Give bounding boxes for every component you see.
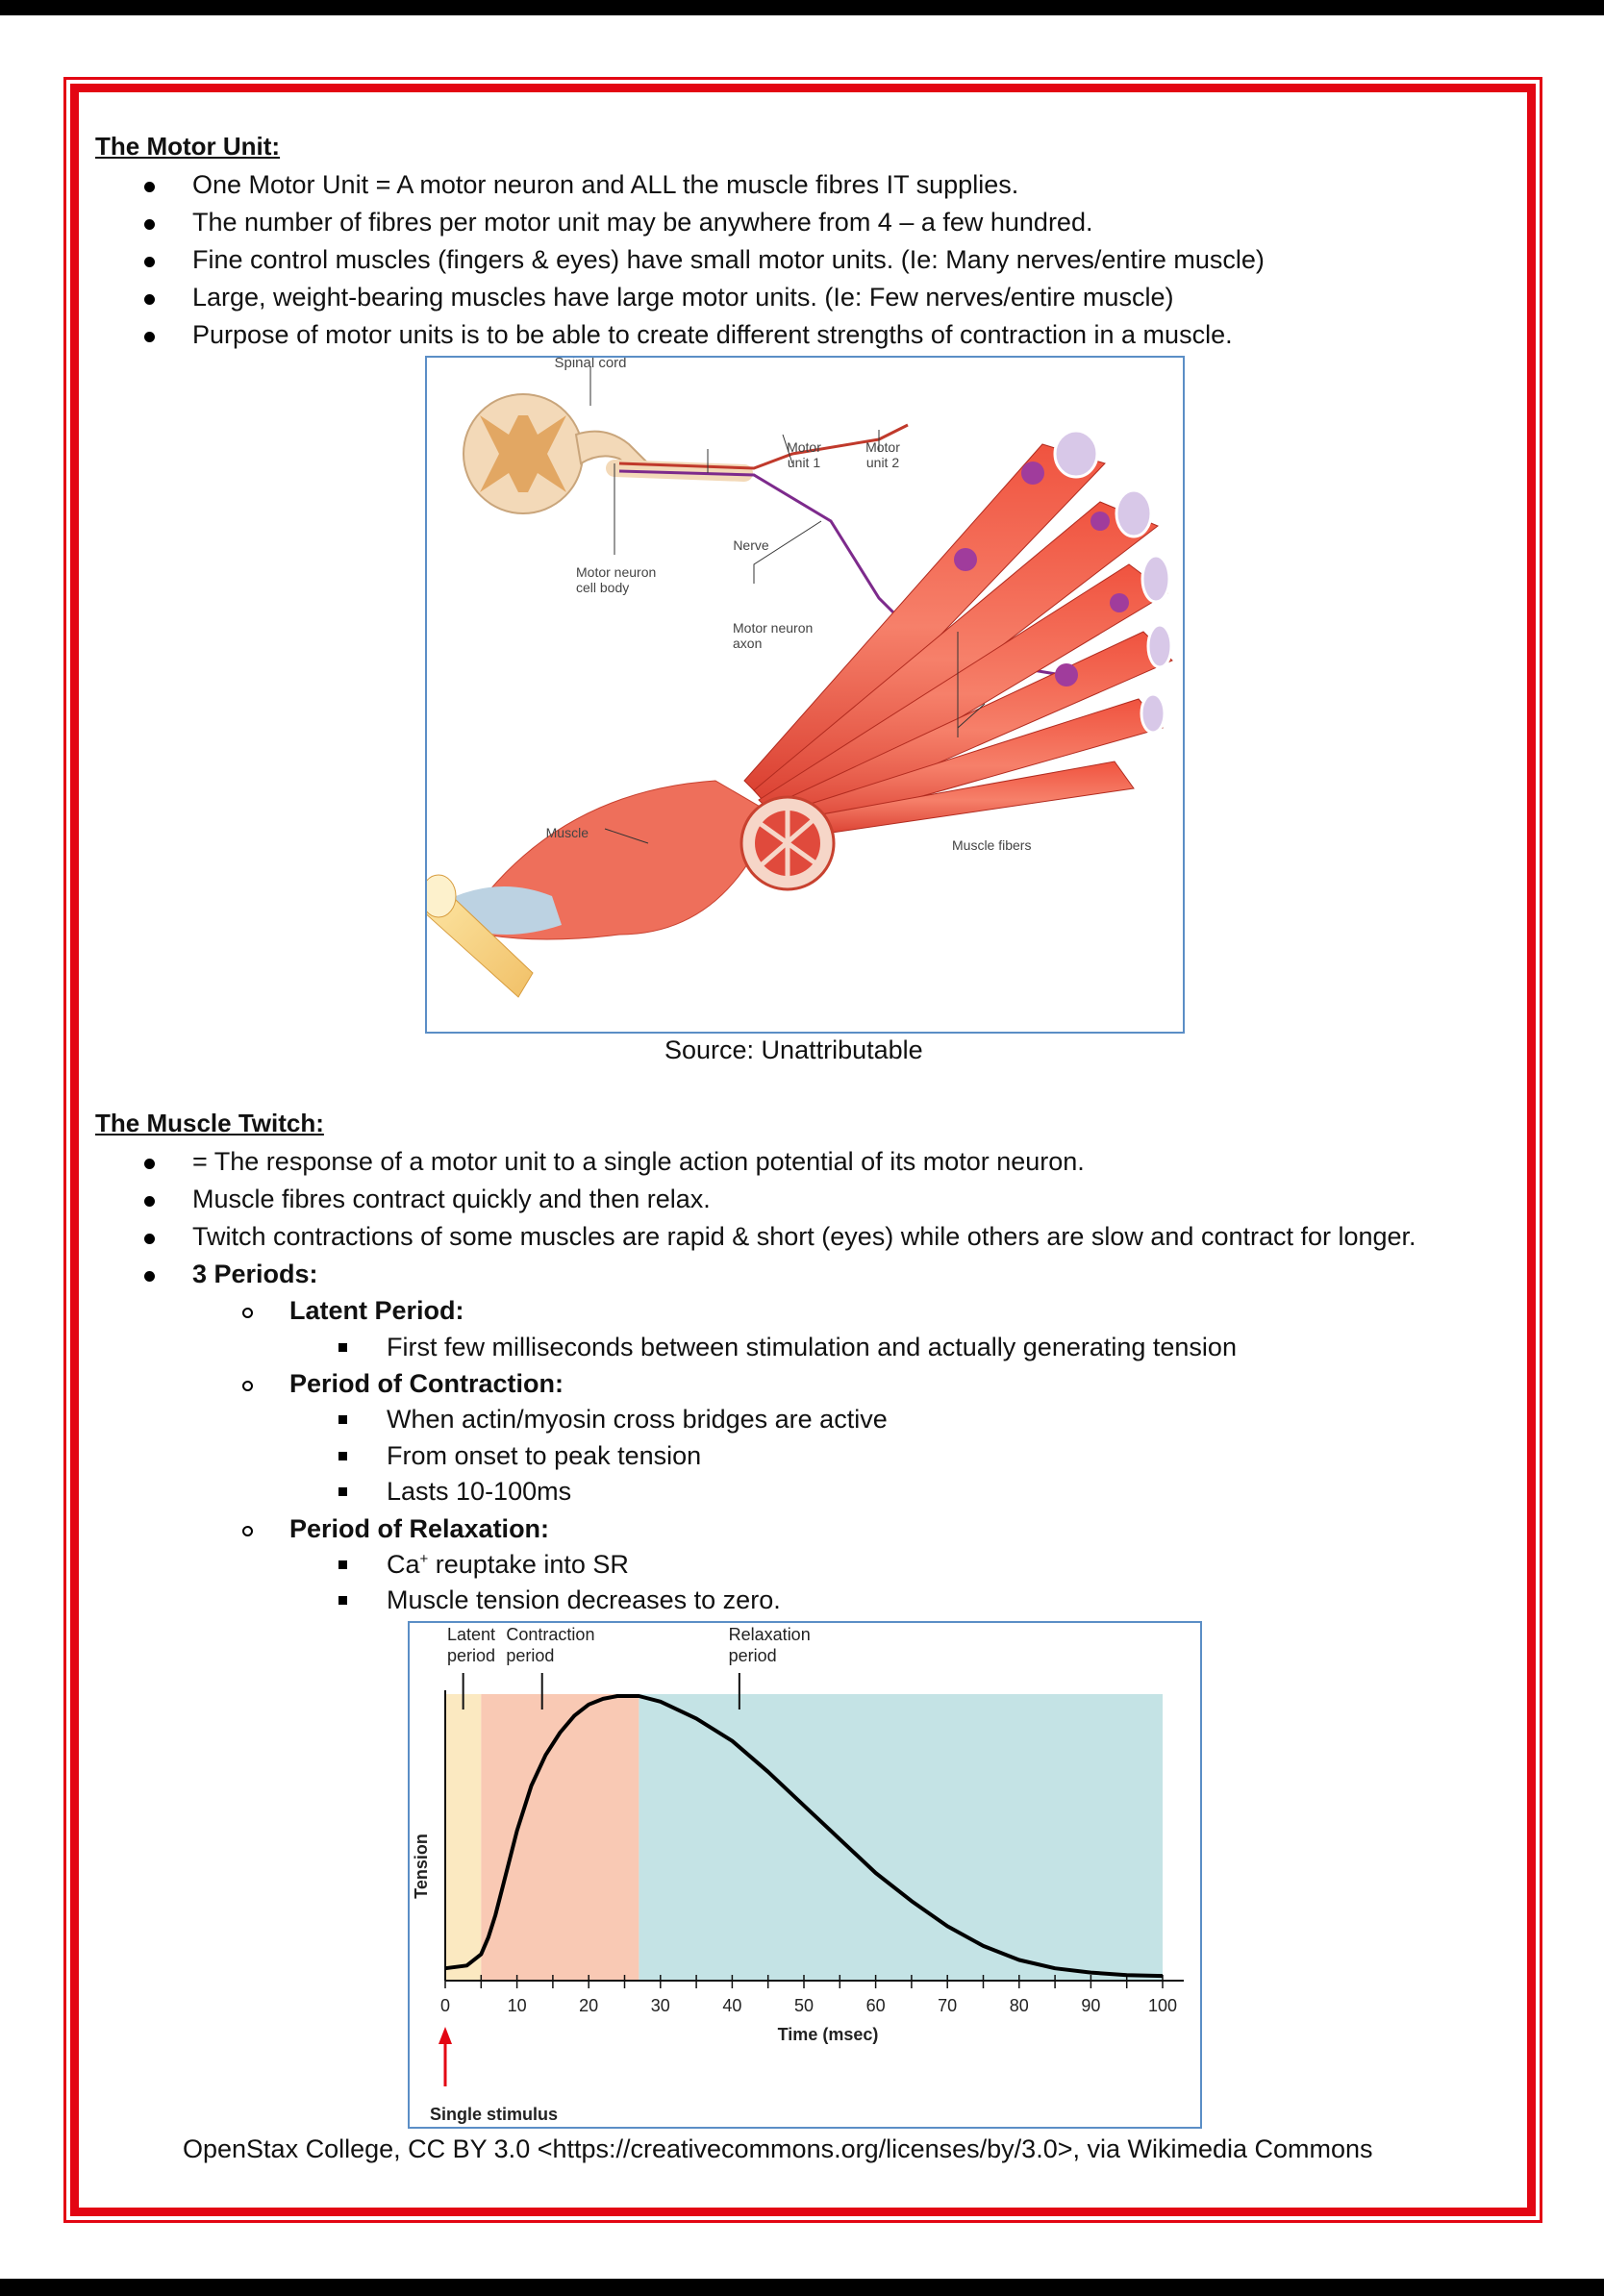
period-label-2-b: period xyxy=(728,1646,777,1665)
twitch-chart-svg xyxy=(410,1623,1200,2127)
label-motor-unit-2-b: unit 2 xyxy=(865,455,900,470)
contraction-period-item-1: When actin/myosin cross bridges are active xyxy=(387,1405,888,1434)
y-axis-label: Tension xyxy=(412,1834,431,1899)
label-muscle-fibers: Muscle fibers xyxy=(952,837,1032,853)
spinal-cord-shape xyxy=(464,394,648,513)
ca-reuptake-text: reuptake into SR xyxy=(428,1550,629,1579)
label-cell-body-b: cell body xyxy=(576,580,630,595)
period-region-0 xyxy=(445,1694,481,1981)
x-tick-label-50: 50 xyxy=(793,1996,815,2015)
label-nerve: Nerve xyxy=(733,537,769,553)
relaxation-period-title: Period of Relaxation: xyxy=(289,1514,550,1543)
sub-sub-bullet-icon xyxy=(338,1452,347,1460)
sub-bullet-icon xyxy=(242,1308,253,1318)
x-tick-label-0: 0 xyxy=(439,1996,451,2015)
twitch-bullet-3: Twitch contractions of some muscles are rapid & short (eyes) while others are slow and contract for longer. xyxy=(192,1222,1416,1251)
contraction-period-title: Period of Contraction: xyxy=(289,1369,564,1398)
bullet-icon xyxy=(144,1159,155,1169)
x-tick-label-100: 100 xyxy=(1147,1996,1178,2015)
motor-unit-heading: The Motor Unit: xyxy=(95,132,281,161)
label-motor-unit-1-a: Motor xyxy=(787,439,821,455)
stimulus-label: Single stimulus xyxy=(430,2105,559,2124)
x-tick-label-20: 20 xyxy=(579,1996,599,2015)
motor-unit-figure xyxy=(425,356,1185,1034)
muscle-twitch-heading: The Muscle Twitch: xyxy=(95,1109,324,1137)
bullet-icon xyxy=(144,257,155,267)
ca-superscript: + xyxy=(419,1551,429,1567)
label-cell-body-a: Motor neuron xyxy=(576,564,657,580)
twitch-bullet-4: 3 Periods: xyxy=(192,1260,318,1288)
bullet-icon xyxy=(144,332,155,342)
label-motor-unit-1-b: unit 1 xyxy=(787,455,821,470)
bullet-icon xyxy=(144,1196,155,1207)
x-axis-label: Time (msec) xyxy=(777,2025,879,2044)
motor-unit-bullet-2: The number of fibres per motor unit may be anywhere from 4 – a few hundred. xyxy=(192,208,1093,237)
top-edge xyxy=(0,0,1604,15)
label-muscle: Muscle xyxy=(545,825,589,840)
sub-bullet-icon xyxy=(242,1381,253,1391)
label-axon-a: Motor neuron xyxy=(733,620,814,636)
stimulus-arrow-icon xyxy=(439,2027,452,2044)
period-label-0-b: period xyxy=(447,1646,496,1665)
sub-sub-bullet-icon xyxy=(338,1487,347,1496)
x-tick-label-40: 40 xyxy=(722,1996,742,2015)
period-region-2 xyxy=(639,1694,1163,1981)
sub-sub-bullet-icon xyxy=(338,1596,347,1605)
period-label-1-a: Contraction xyxy=(506,1625,595,1644)
sub-bullet-icon xyxy=(242,1526,253,1536)
motor-unit-figure-caption: Source: Unattributable xyxy=(664,1036,923,1064)
period-label-2-a: Relaxation xyxy=(728,1625,811,1644)
x-tick-label-60: 60 xyxy=(865,1996,886,2015)
motor-unit-illustration xyxy=(427,358,1183,1032)
ca-text: Ca xyxy=(387,1550,420,1579)
latent-period-title: Latent Period: xyxy=(289,1296,464,1325)
motor-unit-bullet-3: Fine control muscles (fingers & eyes) have small motor units. (Ie: Many nerves/entire muscle) xyxy=(192,245,1265,274)
bullet-icon xyxy=(144,1271,155,1282)
latent-period-item-1: First few milliseconds between stimulation and actually generating tension xyxy=(387,1333,1237,1361)
bottom-edge xyxy=(0,2279,1604,2296)
label-motor-unit-2-a: Motor xyxy=(865,439,900,455)
contraction-period-item-2: From onset to peak tension xyxy=(387,1441,702,1470)
relaxation-period-item-2: Muscle tension decreases to zero. xyxy=(387,1585,781,1614)
bullet-icon xyxy=(144,294,155,305)
sub-sub-bullet-icon xyxy=(338,1560,347,1569)
period-region-1 xyxy=(481,1694,639,1981)
motor-unit-bullet-1: One Motor Unit = A motor neuron and ALL the muscle fibres IT supplies. xyxy=(192,170,1019,199)
bullet-icon xyxy=(144,1234,155,1244)
x-tick-label-70: 70 xyxy=(938,1996,958,2015)
twitch-chart xyxy=(408,1621,1202,2129)
motor-unit-bullet-5: Purpose of motor units is to be able to create different strengths of contraction in a muscle. xyxy=(192,320,1233,349)
x-tick-label-80: 80 xyxy=(1009,1996,1029,2015)
relaxation-period-item-1 xyxy=(387,1550,629,1580)
x-tick-label-30: 30 xyxy=(650,1996,670,2015)
bullet-icon xyxy=(144,182,155,192)
twitch-chart-credit: OpenStax College, CC BY 3.0 <https://creativecommons.org/licenses/by/3.0>, via Wikimedia Commons xyxy=(183,2134,1373,2163)
label-spinal-cord: Spinal cord xyxy=(554,358,627,371)
label-axon-b: axon xyxy=(733,636,763,651)
sub-sub-bullet-icon xyxy=(338,1415,347,1424)
sub-sub-bullet-icon xyxy=(338,1343,347,1352)
twitch-bullet-2: Muscle fibres contract quickly and then relax. xyxy=(192,1185,711,1213)
x-tick-label-90: 90 xyxy=(1081,1996,1101,2015)
period-label-0-a: Latent xyxy=(447,1625,496,1644)
contraction-period-item-3: Lasts 10-100ms xyxy=(387,1477,572,1506)
motor-unit-bullet-4: Large, weight-bearing muscles have large motor units. (Ie: Few nerves/entire muscle) xyxy=(192,283,1174,312)
period-label-1-b: period xyxy=(506,1646,555,1665)
twitch-bullet-1: = The response of a motor unit to a single action potential of its motor neuron. xyxy=(192,1147,1085,1176)
x-tick-label-10: 10 xyxy=(507,1996,527,2015)
bullet-icon xyxy=(144,219,155,230)
